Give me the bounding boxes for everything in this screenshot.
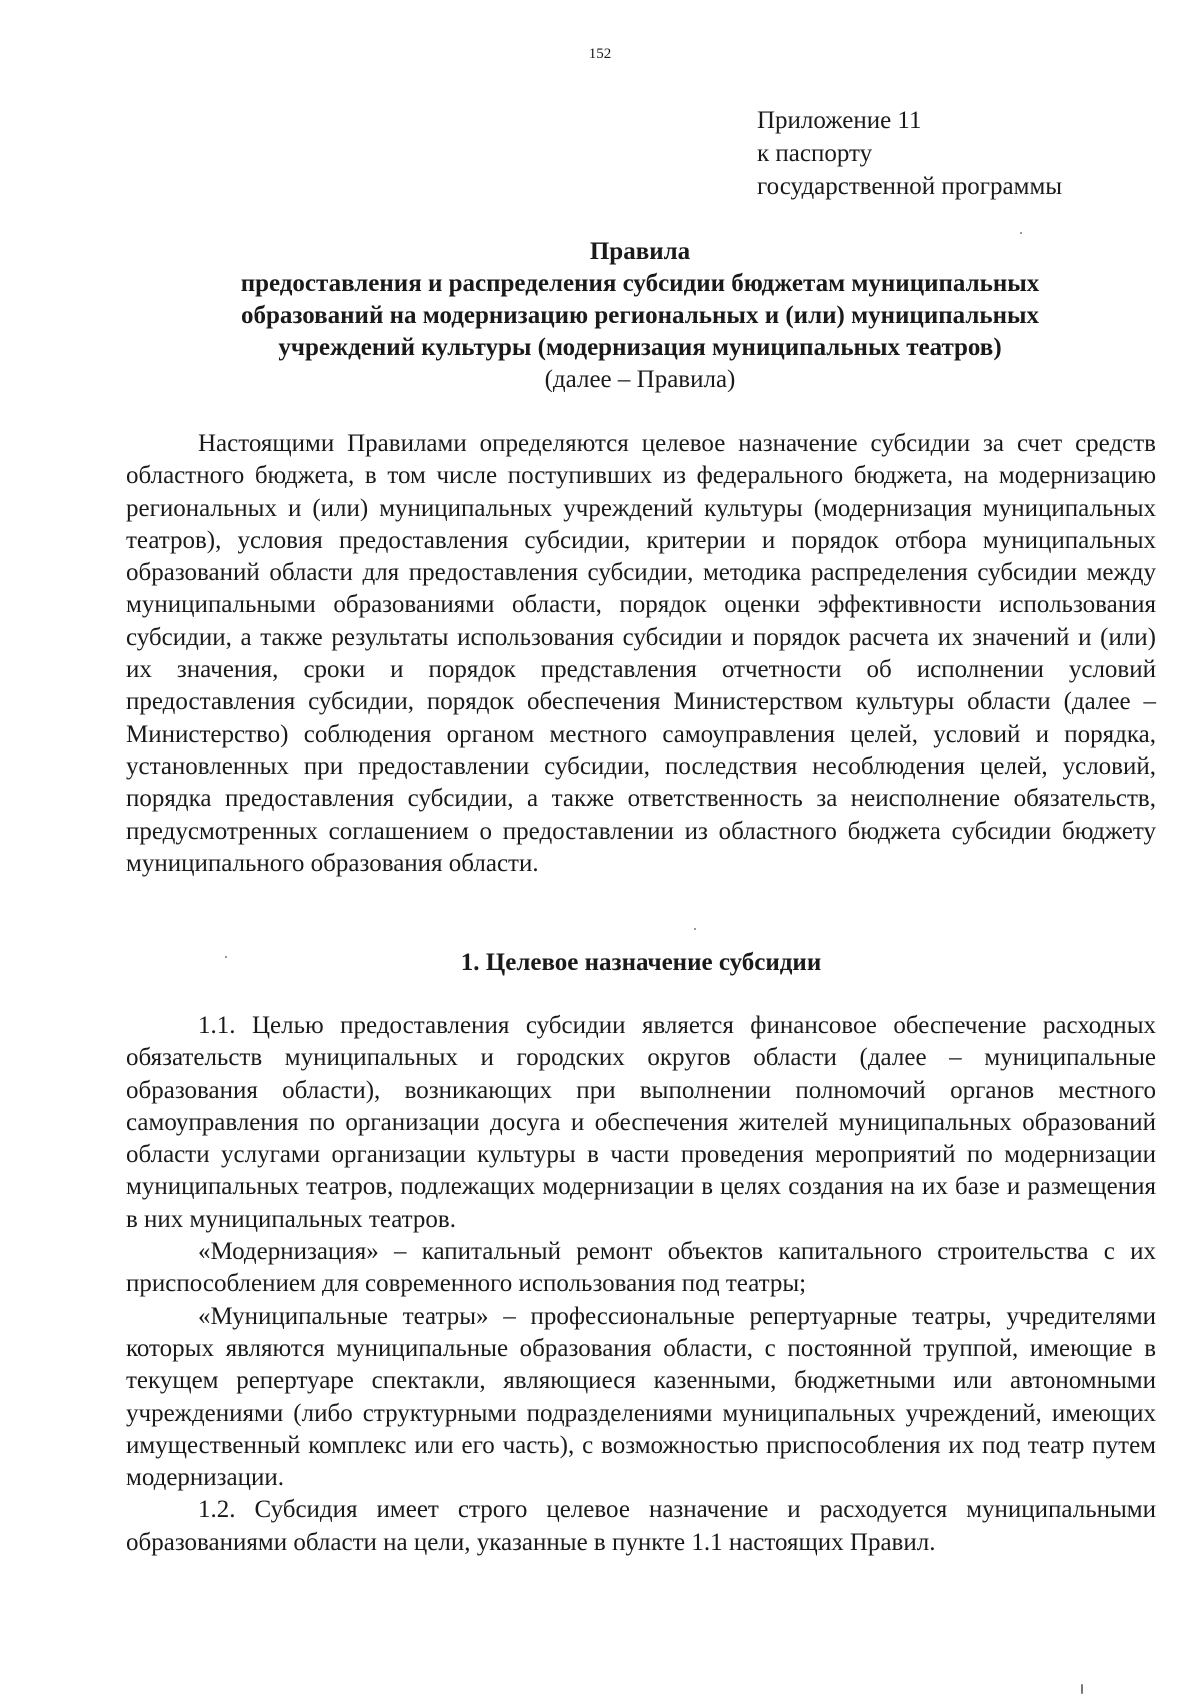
title-line-5: (далее – Правила) — [544, 366, 736, 393]
annex-line-3: государственной программы — [757, 173, 1063, 200]
title-line-3: образований на модернизацию региональных и (или) муниципальных — [240, 302, 1040, 329]
title-line-2: предоставления и распределения субсидии бюджетам муниципальных — [240, 270, 1040, 297]
scan-speck — [225, 956, 227, 958]
section-1-heading: 1. Целевое назначение субсидии — [460, 949, 822, 976]
scan-speck — [694, 928, 696, 930]
page-number: 152 — [588, 46, 612, 62]
intro-paragraph: Настоящими Правилами определяются целевое назначение субсидии за счет средств областного бюджета, в том числе поступивших из федерального бюджета, на модернизацию региональных и (или) муниципальных учреждений культуры (модернизация муниципальных театров), условия предоставления субсидии, критерии и порядок отбора муниципальных образований области для предоставления субсидии, методика распределения субсидии между муниципальными образованиями области, порядок оценки эффективности использования субсидии, а также результаты использования субсидии и порядок расчета их значений и (или) их значения, сроки и порядок представления отчетности об исполнении условий предоставления субсидии, порядок обеспечения Министерством культуры области (далее – Министерство) соблюдения органом местного самоуправления целей, условий и порядка, установленных при предоставлении субсидии, последствия несоблюдения целей, условий, порядка предоставления субсидии, а также ответственность за неисполнение обязательств, предусмотренных соглашением о предоставлении из областного бюджета субсидии бюджету муниципального образования области. — [126, 430, 1156, 877]
annex-line-1: Приложение 11 — [757, 107, 922, 134]
section-1-paragraph-1: 1.1. Целью предоставления субсидии является финансовое обеспечение расходных обязательств муниципальных и городских округов области (далее – муниципальные образования области), возникающих при выполнении полномочий органов местного самоуправления по организации досуга и обеспечения жителей муниципальных образований области услугами организации культуры в части проведения мероприятий по модернизации муниципальных театров, подлежащих модернизации в целях создания на их базе и размещения в них муниципальных театров. — [126, 1012, 1156, 1233]
section-1-body — [126, 1010, 1156, 1559]
section-1-paragraph-4: 1.2. Субсидия имеет строго целевое назначение и расходуется муниципальными образованиями области на цели, указанные в пункте 1.1 настоящих Правил. — [126, 1496, 1156, 1556]
section-1-paragraph-3: «Муниципальные театры» – профессиональные репертуарные театры, учредителями которых являются муниципальные образования области, с постоянной труппой, имеющие в текущем репертуаре спектакли, являющиеся казенными, бюджетными или автономными учреждениями (либо структурными подразделениями муниципальных учреждений, имеющих имущественный комплекс или его часть), с возможностью приспособления их под театр путем модернизации. — [126, 1302, 1156, 1492]
intro-section — [126, 428, 1156, 880]
annex-line-2: к паспорту — [757, 140, 873, 167]
document-title — [130, 236, 1150, 396]
title-line-4: учреждений культуры (модернизация муниципальных театров) — [278, 334, 1002, 361]
annex-reference — [757, 104, 1062, 203]
title-line-1: Правила — [589, 238, 691, 265]
section-1-paragraph-2: «Модернизация» – капитальный ремонт объектов капитального строительства с их приспособлением для современного использования под театры; — [126, 1238, 1156, 1298]
scan-speck — [1020, 232, 1022, 234]
scan-speck — [1081, 1684, 1083, 1694]
